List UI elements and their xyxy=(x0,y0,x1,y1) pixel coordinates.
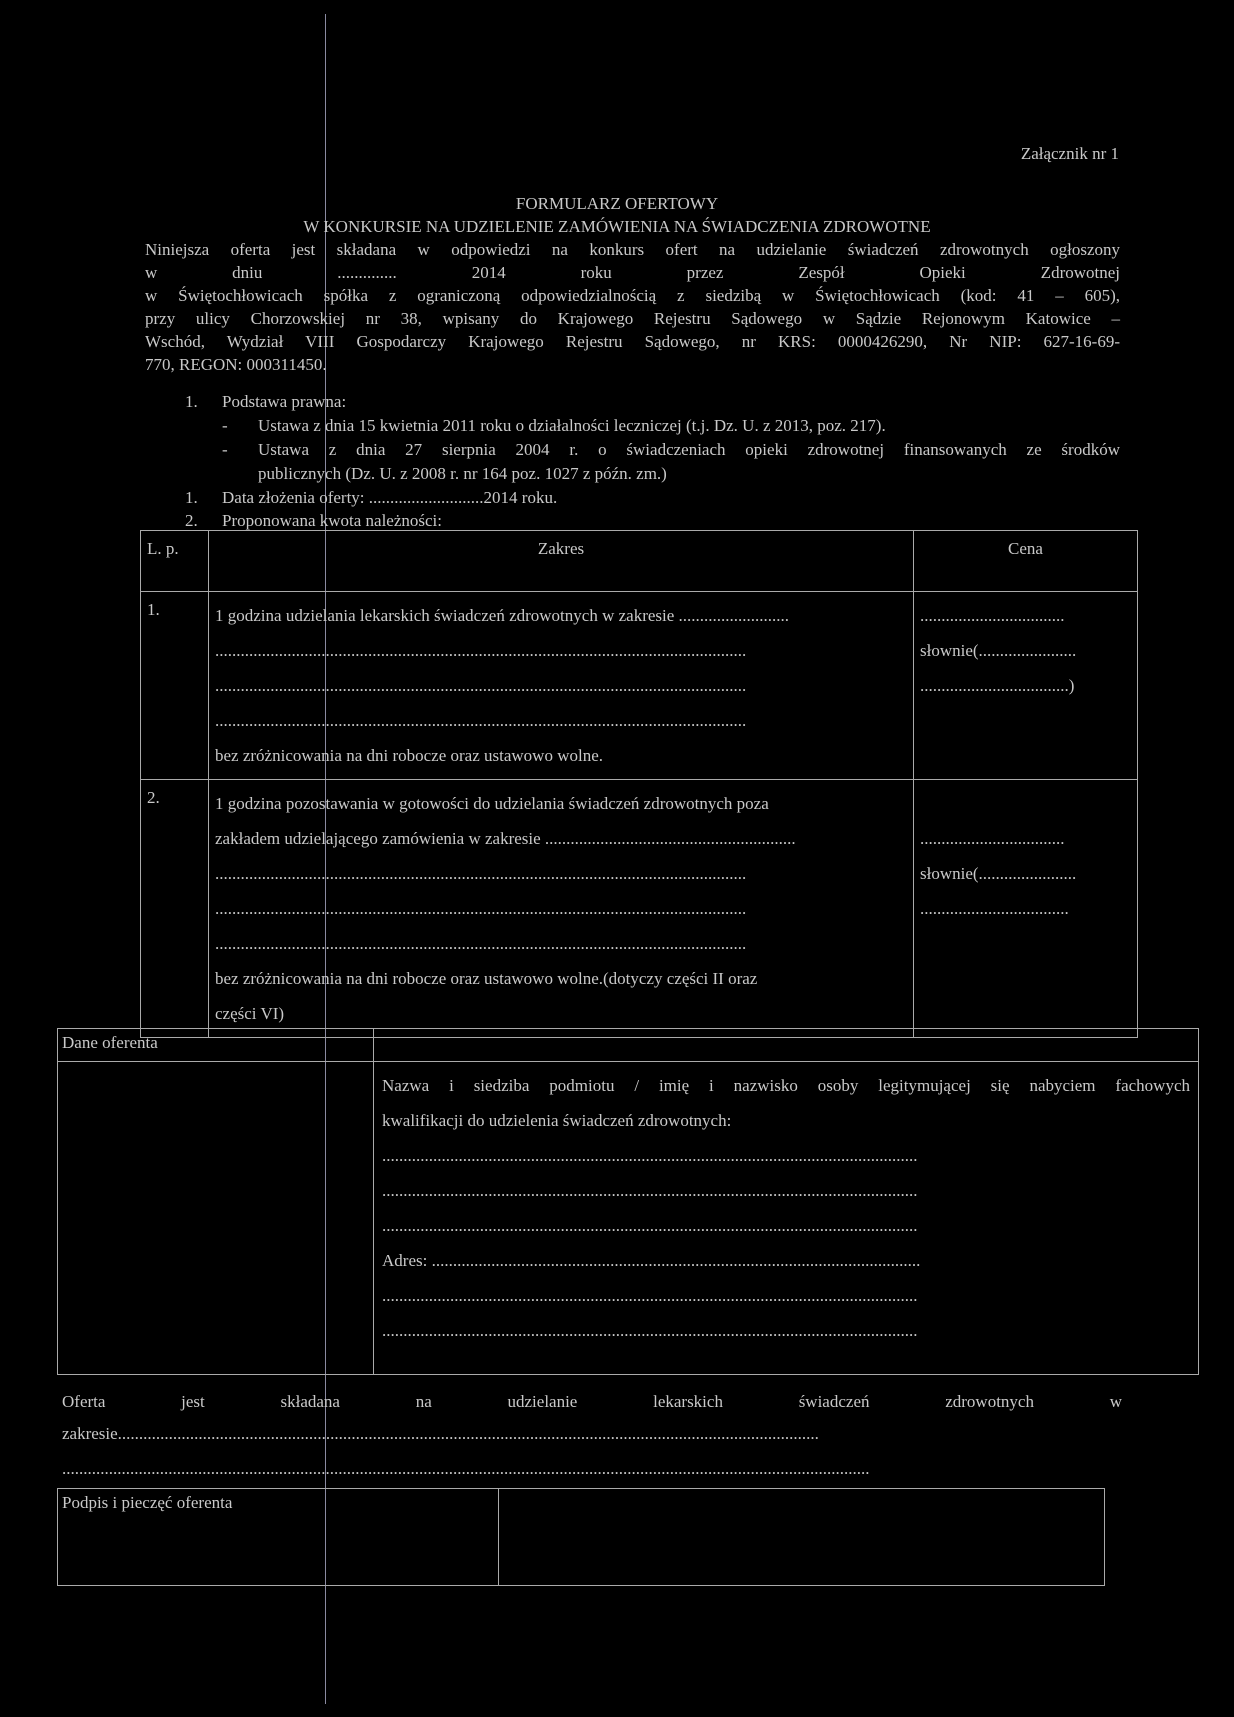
legal-bullet: - xyxy=(222,440,228,459)
price-cell xyxy=(914,592,1138,780)
price-dots: ................................... xyxy=(920,899,1069,918)
scope-cell xyxy=(209,592,914,780)
scope-dots: ............................................................................................................................. xyxy=(215,711,747,730)
price-cell xyxy=(914,780,1138,1038)
scope-dots-line: zakresie..................................................................................................................................................................... xyxy=(62,1424,819,1443)
table-row xyxy=(141,592,1138,780)
offeror-header-empty xyxy=(374,1029,1199,1062)
submission-date: Data złożenia oferty: ...........................2014 roku. xyxy=(222,488,558,507)
proposed-amount-label: Proponowana kwota należności: xyxy=(222,511,442,530)
offeror-dots: .............................................................................................................................. xyxy=(382,1216,918,1235)
lp-header: L. p. xyxy=(141,531,209,592)
offeror-name-label: Nazwa i siedziba podmiotu / imię i nazwisko osoby legitymującej się nabyciem fachowych xyxy=(382,1076,1190,1095)
offeror-dots: .............................................................................................................................. xyxy=(382,1181,918,1200)
price-num: 2. xyxy=(185,511,198,530)
price-words: słownie(....................... xyxy=(920,641,1077,660)
signature-row xyxy=(58,1489,1105,1586)
table-row xyxy=(141,780,1138,1038)
scope-dots: ............................................................................................................................. xyxy=(215,934,747,953)
price-words: słownie(....................... xyxy=(920,864,1077,883)
legal-heading: Podstawa prawna: xyxy=(222,392,347,411)
scope-dots-line: .............................................................................................................................................................................................. xyxy=(62,1459,870,1478)
scope-line: 1 godzina udzielania lekarskich świadczeń zdrowotnych w zakresie .......................... xyxy=(215,606,790,625)
signature-table xyxy=(57,1488,1105,1586)
row-number: 2. xyxy=(141,780,209,1038)
offeror-dots: .............................................................................................................................. xyxy=(382,1321,918,1340)
form-title: FORMULARZ OFERTOWY xyxy=(515,194,719,213)
scope-dots: ............................................................................................................................. xyxy=(215,676,747,695)
offeror-name-label-cont: kwalifikacji do udzielenia świadczeń zdrowotnych: xyxy=(382,1111,732,1130)
offeror-table xyxy=(57,1028,1199,1375)
offeror-details-cell xyxy=(374,1062,1199,1375)
offeror-address: Adres: ................................................................................................................... xyxy=(382,1251,921,1270)
scope-statement: Oferta jest składana na udzielanie lekarskich świadczeń zdrowotnych w xyxy=(62,1392,1122,1411)
form-subtitle: W KONKURSIE NA UDZIELENIE ZAMÓWIENIA NA ŚWIADCZENIA ZDROWOTNE xyxy=(303,217,931,236)
scope-line: zakładem udzielającego zamówienia w zakresie ........................................................... xyxy=(215,829,796,848)
price-table xyxy=(140,530,1138,1038)
intro-line: w Świętochłowicach spółka z ograniczoną odpowiedzialnością z siedzibą w Świętochłowicach (kod: 41 – 605), xyxy=(145,286,1120,305)
scope-footer: bez zróżnicowania na dni robocze oraz ustawowo wolne.(dotyczy części II oraz xyxy=(215,969,758,988)
legal-item-2-cont: publicznych (Dz. U. z 2008 r. nr 164 poz. 1027 z późn. zm.) xyxy=(258,464,667,483)
intro-line: Niniejsza oferta jest składana w odpowiedzi na konkurs ofert na udzielanie świadczeń zdrowotnych ogłoszony xyxy=(145,240,1120,259)
date-num: 1. xyxy=(185,488,198,507)
price-dots: .................................. xyxy=(920,829,1065,848)
offeror-left-cell xyxy=(58,1062,374,1375)
price-header: Cena xyxy=(914,531,1138,592)
offeror-dots: .............................................................................................................................. xyxy=(382,1146,918,1165)
price-dots: .................................. xyxy=(920,606,1065,625)
scope-dots: ............................................................................................................................. xyxy=(215,641,747,660)
intro-line: 770, REGON: 000311450. xyxy=(145,355,327,374)
row-number: 1. xyxy=(141,592,209,780)
scope-header: Zakres xyxy=(209,531,914,592)
legal-item-2: Ustawa z dnia 27 sierpnia 2004 r. o świadczeniach opieki zdrowotnej finansowanych ze środków xyxy=(258,440,1120,459)
offeror-dots: .............................................................................................................................. xyxy=(382,1286,918,1305)
signature-label: Podpis i pieczęć oferenta xyxy=(58,1489,499,1586)
table-header-row xyxy=(141,531,1138,592)
scope-cell xyxy=(209,780,914,1038)
offeror-body-row xyxy=(58,1062,1199,1375)
price-dots: ...................................) xyxy=(920,676,1075,695)
intro-paragraph xyxy=(145,238,1120,376)
scope-dots: ............................................................................................................................. xyxy=(215,899,747,918)
signature-field xyxy=(499,1489,1105,1586)
scope-dots: ............................................................................................................................. xyxy=(215,864,747,883)
legal-num: 1. xyxy=(185,392,198,411)
scope-footer: bez zróżnicowania na dni robocze oraz ustawowo wolne. xyxy=(215,746,604,765)
intro-line: w dniu .............. 2014 roku przez Zespół Opieki Zdrowotnej xyxy=(145,263,1120,282)
legal-item-1: Ustawa z dnia 15 kwietnia 2011 roku o działalności leczniczej (t.j. Dz. U. z 2013, poz. 217). xyxy=(258,416,886,435)
scope-line: 1 godzina pozostawania w gotowości do udzielania świadczeń zdrowotnych poza xyxy=(215,794,769,813)
offeror-label: Dane oferenta xyxy=(58,1029,374,1062)
attachment-label: Załącznik nr 1 xyxy=(1020,144,1119,163)
intro-line: przy ulicy Chorzowskiej nr 38, wpisany do Krajowego Rejestru Sądowego w Sądzie Rejonowym Katowice – xyxy=(145,309,1120,328)
legal-bullet: - xyxy=(222,416,228,435)
offeror-header-row xyxy=(58,1029,1199,1062)
scope-footer: części VI) xyxy=(215,1004,285,1023)
intro-line: Wschód, Wydział VIII Gospodarczy Krajowego Rejestru Sądowego, nr KRS: 0000426290, Nr NIP: 627-16-69- xyxy=(145,332,1120,351)
